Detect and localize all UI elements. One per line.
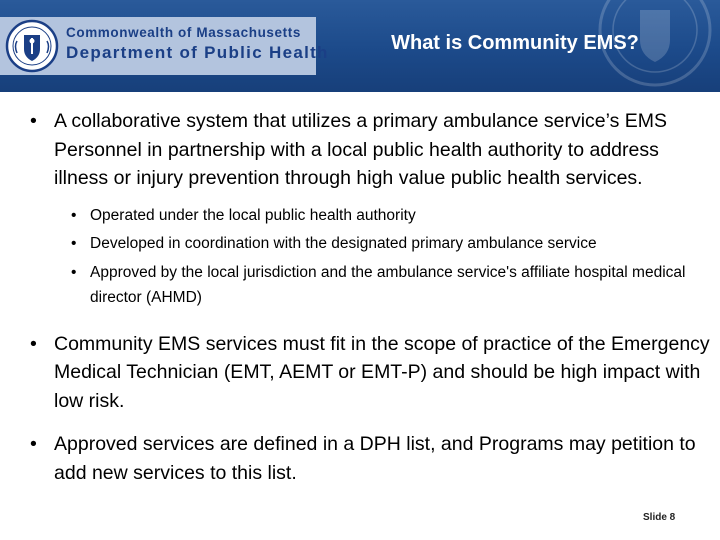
bullet-dot-icon: • <box>30 110 37 132</box>
slide-number: Slide 8 <box>643 512 676 523</box>
slide-content <box>30 107 710 487</box>
sub-bullet-2-text: Developed in coordination with the designated primary ambulance service <box>90 234 597 252</box>
dph-logo <box>0 17 329 75</box>
sub-bullet-3 <box>30 260 710 310</box>
bullet-1-text: A collaborative system that utilizes a primary ambulance service’s EMS Personnel in partnership with a local public health authority to address illness or injury prevention through high value public health services. <box>54 110 668 189</box>
massachusetts-seal-icon <box>5 19 59 73</box>
bullet-dot-icon: • <box>71 206 77 224</box>
bullet-2-text: Community EMS services must fit in the scope of practice of the Emergency Medical Technician (EMT, AEMT or EMT-P) and should be high impact with low risk. <box>54 332 710 412</box>
bullet-3 <box>30 430 710 487</box>
org-name-line2: Department of Public Health <box>66 43 329 62</box>
bullet-2 <box>30 330 710 416</box>
sub-bullet-1-text: Operated under the local public health authority <box>90 206 416 224</box>
bullet-1 <box>30 107 710 193</box>
sub-bullet-2 <box>30 230 710 258</box>
slide-title: What is Community EMS? <box>391 32 639 54</box>
sub-bullet-1 <box>30 202 710 230</box>
bullet-dot-icon: • <box>30 332 37 355</box>
bullet-dot-icon: • <box>71 263 77 281</box>
bullet-3-text: Approved services are defined in a DPH list, and Programs may petition to add new services to this list. <box>54 433 696 484</box>
bullet-dot-icon: • <box>71 234 77 252</box>
sub-bullet-3-text: Approved by the local jurisdiction and the ambulance service's affiliate hospital medical director (AHMD) <box>90 263 686 306</box>
bullet-dot-icon: • <box>30 433 37 455</box>
org-name-line1: Commonwealth of Massachusetts <box>66 25 301 40</box>
header-band <box>0 0 720 92</box>
